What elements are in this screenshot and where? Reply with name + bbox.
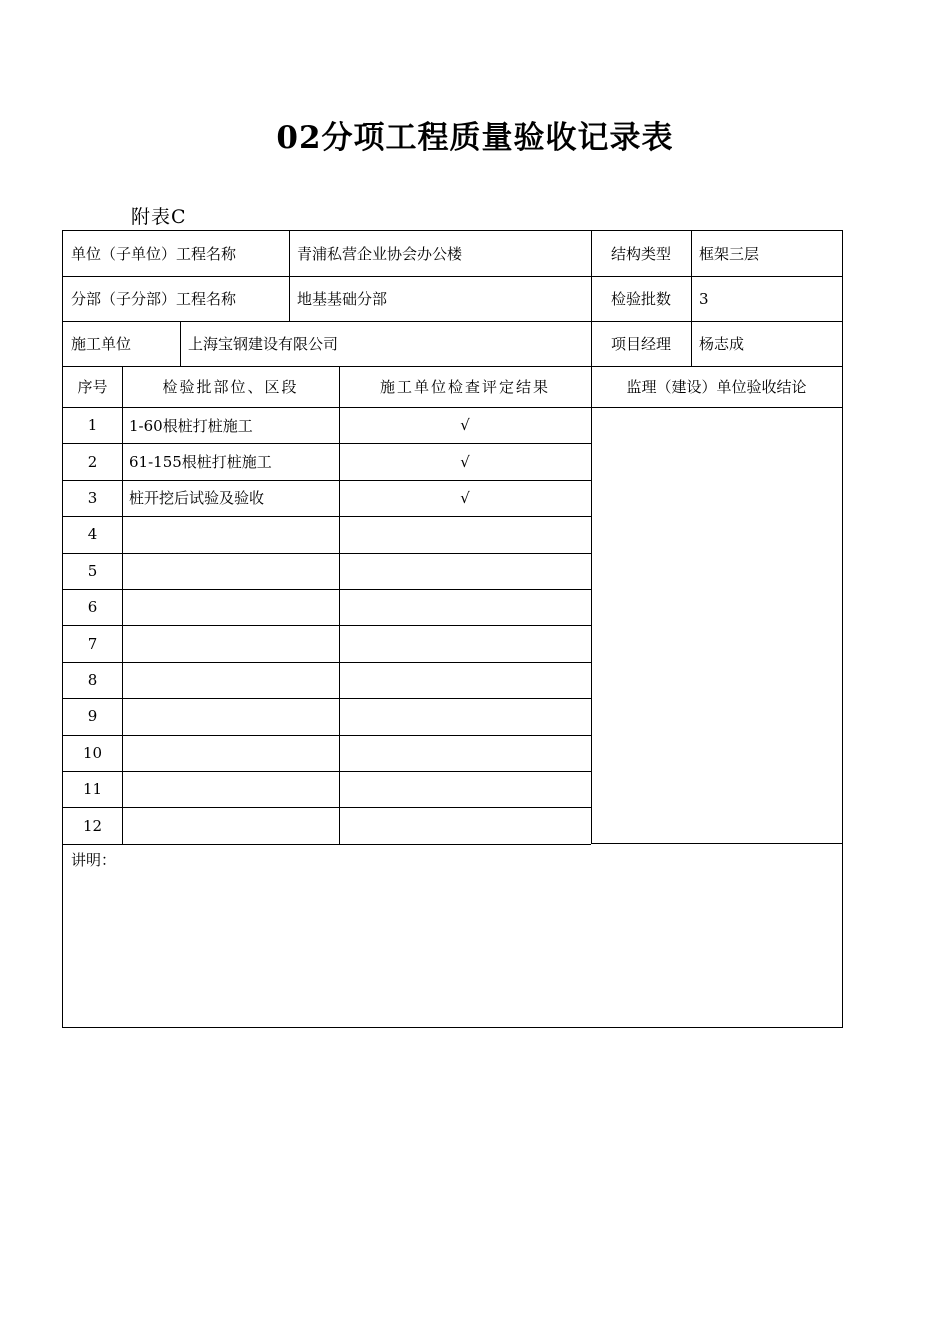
table-row <box>63 698 591 735</box>
batch-count-value: 3 <box>699 289 709 308</box>
structure-type-label: 结构类型 <box>610 245 671 263</box>
row-result: √ <box>460 452 470 471</box>
supervisor-conclusion-cell <box>592 407 842 844</box>
table-header-row <box>63 366 842 408</box>
unit-project-value: 青浦私营企业协会办公楼 <box>297 245 463 263</box>
row-number: 9 <box>87 707 98 726</box>
contractor-label: 施工单位 <box>71 335 132 353</box>
table-row <box>63 480 591 517</box>
unit-project-label: 单位（子单位）工程名称 <box>71 245 237 263</box>
row-number: 2 <box>87 452 98 471</box>
table-row <box>63 443 591 480</box>
row-location <box>122 807 339 843</box>
header-location: 检验批部位、区段 <box>162 378 299 396</box>
row-result <box>339 553 591 589</box>
table-row <box>63 553 591 590</box>
remarks-label: 讲明： <box>71 851 117 869</box>
row-location <box>122 735 339 771</box>
info-row-division <box>63 276 842 322</box>
row-location <box>122 516 339 552</box>
appendix-label: 附表C <box>131 206 187 228</box>
info-row-contractor <box>63 321 842 367</box>
row-number: 10 <box>82 743 103 762</box>
row-result: √ <box>460 488 470 507</box>
row-number: 6 <box>87 598 98 617</box>
row-number: 1 <box>87 416 98 435</box>
row-result <box>339 589 591 625</box>
table-row <box>63 516 591 553</box>
header-conclusion: 监理（建设）单位验收结论 <box>626 378 807 396</box>
row-location <box>122 553 339 589</box>
table-row <box>63 662 591 699</box>
row-number: 4 <box>87 525 98 544</box>
contractor-value: 上海宝钢建设有限公司 <box>188 335 339 353</box>
row-location <box>122 625 339 661</box>
row-location: 1-60根桩打桩施工 <box>129 416 253 435</box>
manager-value: 杨志成 <box>699 335 745 353</box>
row-location <box>122 589 339 625</box>
batch-count-label: 检验批数 <box>610 290 671 308</box>
row-number: 5 <box>87 561 98 580</box>
table-row <box>63 625 591 662</box>
row-result <box>339 735 591 771</box>
document-title: 02分项工程质量验收记录表 <box>276 120 674 156</box>
row-result <box>339 807 591 843</box>
table-row <box>63 407 591 444</box>
row-location <box>122 662 339 698</box>
division-value: 地基基础分部 <box>297 290 388 308</box>
manager-label: 项目经理 <box>610 335 671 353</box>
row-number: 7 <box>87 634 98 653</box>
row-location: 61-155根桩打桩施工 <box>129 453 272 472</box>
row-result <box>339 625 591 661</box>
row-result <box>339 698 591 734</box>
table-row <box>63 771 591 808</box>
info-row-unit-project <box>63 231 842 277</box>
inspection-record-form <box>62 230 843 1028</box>
row-result: √ <box>460 416 470 435</box>
table-row <box>63 735 591 772</box>
row-number: 3 <box>87 488 98 507</box>
row-number: 8 <box>87 670 98 689</box>
table-row <box>63 589 591 626</box>
row-location <box>122 698 339 734</box>
header-no: 序号 <box>77 378 108 396</box>
row-result <box>339 662 591 698</box>
division-label: 分部（子分部）工程名称 <box>71 290 237 308</box>
row-result <box>339 516 591 552</box>
structure-type-value: 框架三层 <box>699 245 760 263</box>
row-location <box>122 771 339 807</box>
table-row <box>63 807 591 844</box>
row-number: 12 <box>82 816 103 835</box>
row-number: 11 <box>82 780 103 799</box>
header-result: 施工单位检查评定结果 <box>379 378 550 396</box>
row-location: 桩开挖后试验及验收 <box>129 489 265 508</box>
row-result <box>339 771 591 807</box>
